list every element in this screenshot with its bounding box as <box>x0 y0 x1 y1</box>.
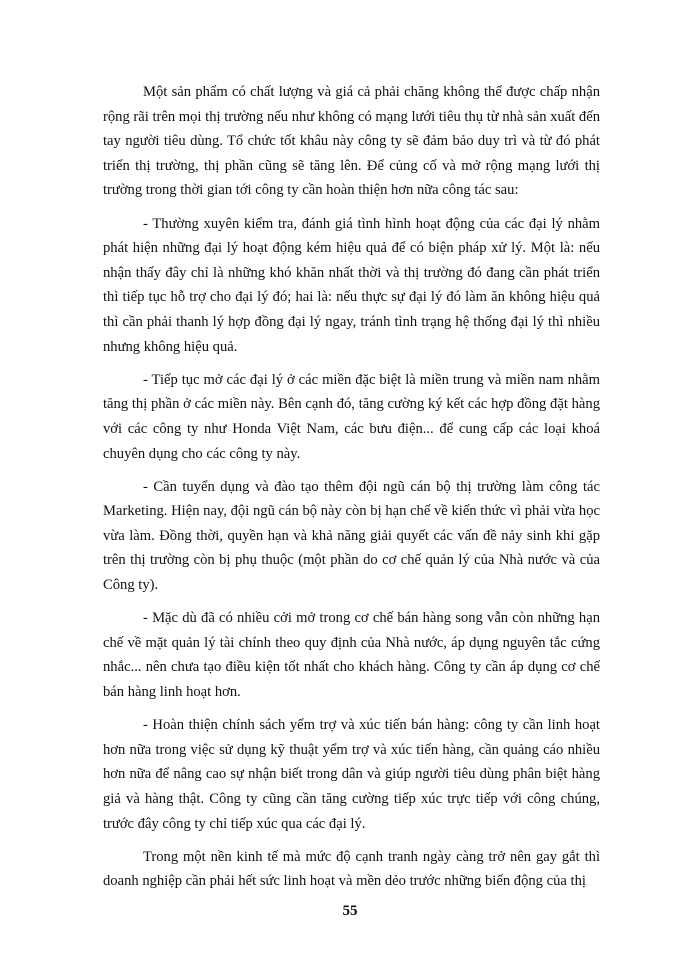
paragraph-staff-training: - Cần tuyển dụng và đào tạo thêm đội ngũ cán bộ thị trường làm công tác Marketing. Hiện nay, đội ngũ cán bộ này còn bị hạn chế về kiến thức vì phải vừa học vừa làm. Đồng thời, quyền hạn và khả năng giải quyết các vấn đề nảy sinh khi gặp trên thị trường còn bị phụ thuộc (một phần do cơ chế quản lý của Nhà nước và của Công ty). <box>103 478 600 594</box>
page-body <box>103 80 600 903</box>
page-number: 55 <box>342 903 358 919</box>
paragraph-conclusion: Trong một nền kinh tế mà mức độ cạnh tranh ngày càng trở nên gay gắt thì doanh nghiệp cần phải hết sức linh hoạt và mền dẻo trước những biến động của thị <box>103 848 600 890</box>
paragraph-intro: Một sản phẩm có chất lượng và giá cả phải chăng không thể được chấp nhận rộng rãi trên mọi thị trường nếu như không có mạng lưới tiêu thụ từ nhà sản xuất đến tay người tiêu dùng. Tổ chức tốt khâu này công ty sẽ đảm bảo duy trì và từ đó phát triển thị trường, thị phần cũng sẽ tăng lên. Để củng cố và mở rộng mạng lưới thị trường trong thời gian tới công ty cần hoàn thiện hơn nữa công tác sau: <box>103 84 600 199</box>
paragraph-sales-mechanism: - Mặc dù đã có nhiều cởi mở trong cơ chế bán hàng song vẫn còn những hạn chế về mặt quản lý tài chính theo quy định của Nhà nước, áp dụng nguyên tắc cứng nhắc... nên chưa tạo điều kiện tốt nhất cho khách hàng. Công ty cần áp dụng cơ chế bán hàng linh hoạt hơn. <box>103 610 600 701</box>
paragraph-new-agents: - Tiếp tục mở các đại lý ở các miền đặc biệt là miền trung và miền nam nhằm tăng thị phần ở các miền này. Bên cạnh đó, tăng cường ký kết các hợp đồng đặt hàng với các công ty như Honda Việt Nam, các bưu điện... để cung cấp các loại khoá chuyên dụng cho các công ty này. <box>103 371 600 462</box>
paragraph-promotion-policy: - Hoàn thiện chính sách yểm trợ và xúc tiến bán hàng: công ty cần linh hoạt hơn nữa trong việc sử dụng kỹ thuật yểm trợ và xúc tiến hàng, cần quảng cáo nhiều hơn nữa để nâng cao sự nhận biết trong dân và giúp người tiêu dùng phân biệt hàng giả và hàng thật. Công ty cũng cần tăng cường tiếp xúc trực tiếp với công chúng, trước đây công ty chỉ tiếp xúc qua các đại lý. <box>103 717 600 832</box>
paragraph-agent-inspection: - Thường xuyên kiểm tra, đánh giá tình hình hoạt động của các đại lý nhằm phát hiện những đại lý hoạt động kém hiệu quả để có biện pháp xử lý. Một là: nếu nhận thấy đây chỉ là những khó khăn nhất thời và thị trường đó đang cần phát triển thì tiếp tục hỗ trợ cho đại lý đó; hai là: nếu thực sự đại lý đó làm ăn không hiệu quả thì cần phải thanh lý hợp đồng đại lý ngay, tránh tình trạng hệ thống đại lý thì nhiều nhưng không hiệu quả. <box>103 215 600 355</box>
